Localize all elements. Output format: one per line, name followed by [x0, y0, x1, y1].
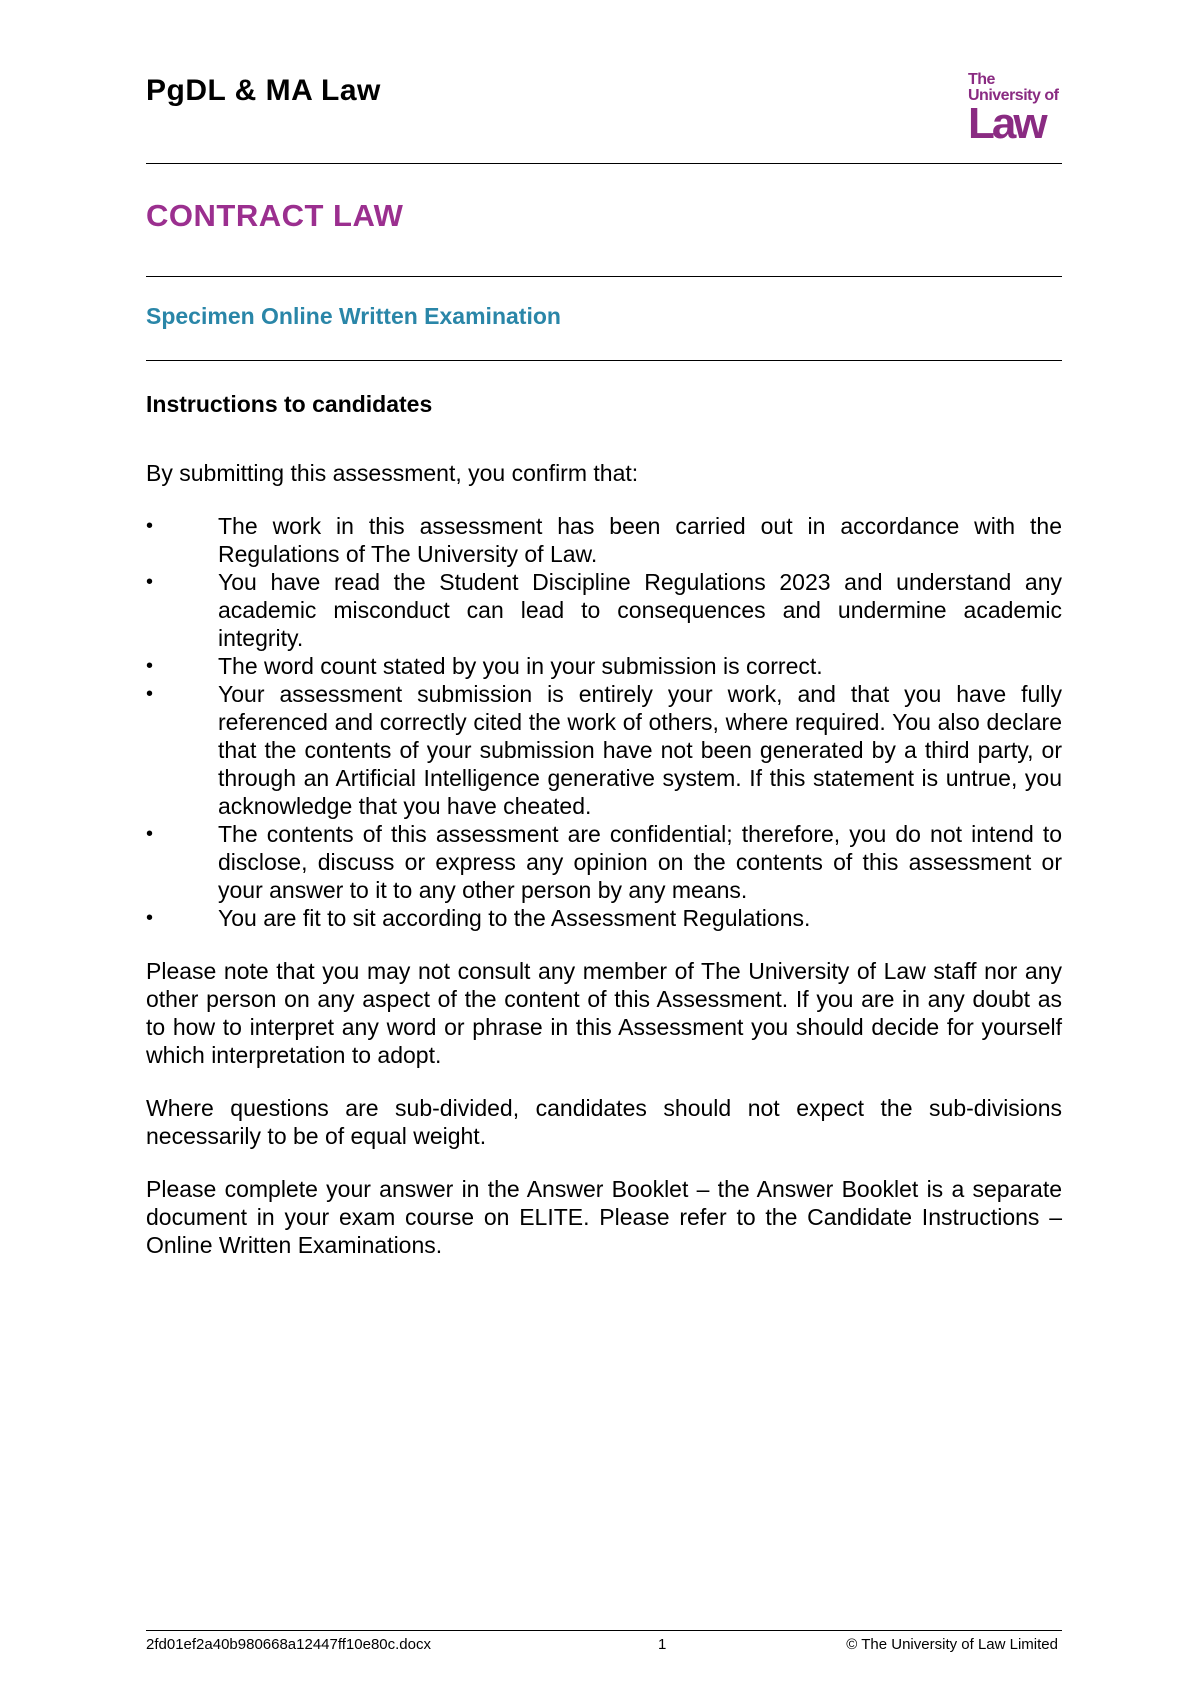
logo-line-university: University of [968, 87, 1059, 104]
list-item [146, 568, 1062, 652]
bullet-icon: • [146, 683, 154, 705]
list-item [146, 904, 1062, 932]
list-item [146, 680, 1062, 820]
instructions-intro: By submitting this assessment, you confirm that: [146, 460, 639, 486]
programme-title: PgDL & MA Law [146, 74, 381, 107]
divider [146, 163, 1062, 164]
bullet-icon: • [146, 515, 154, 537]
subdivision-paragraph: Where questions are sub-divided, candidates should not expect the sub-divisions necessarily to be of equal weight. [146, 1095, 1062, 1149]
list-item-text: Your assessment submission is entirely your work, and that you have fully referenced and correctly cited the work of others, where required. You also declare that the contents of your submission have not been generated by a third party, or through an Artificial Intelligence generative system. If this statement is untrue, you acknowledge that you have cheated. [218, 681, 1062, 819]
exam-type-title: Specimen Online Written Examination [146, 303, 561, 329]
list-item [146, 652, 1062, 680]
subject-title: CONTRACT LAW [146, 198, 404, 233]
footer-copyright: © The University of Law Limited [846, 1636, 1058, 1653]
list-item-text: You have read the Student Discipline Regulations 2023 and understand any academic misconduct can lead to consequences and undermine academic integrity. [218, 569, 1062, 651]
answer-booklet-paragraph: Please complete your answer in the Answer Booklet – the Answer Booklet is a separate document in your exam course on ELITE. Please refer to the Candidate Instructions – Online Written Examinations. [146, 1176, 1062, 1258]
document-page [146, 0, 1062, 1696]
consultation-paragraph: Please note that you may not consult any member of The University of Law staff nor any other person on any aspect of the content of this Assessment. If you are in any doubt as to how to interpret any word or phrase in this Assessment you should decide for yourself which interpretation to adopt. [146, 958, 1062, 1068]
bullet-icon: • [146, 655, 154, 677]
footer-filename: 2fd01ef2a40b980668a12447ff10e80c.docx [146, 1636, 431, 1653]
footer-divider [146, 1630, 1062, 1631]
bullet-icon: • [146, 823, 154, 845]
list-item-text: The contents of this assessment are confidential; therefore, you do not intend to disclose, discuss or express any opinion on the contents of this assessment or your answer to it to any other person by any means. [218, 821, 1062, 903]
divider [146, 360, 1062, 361]
list-item [146, 820, 1062, 904]
list-item-text: You are fit to sit according to the Assessment Regulations. [218, 905, 811, 931]
bullet-icon: • [146, 571, 154, 593]
page-footer [146, 1636, 1062, 1656]
logo-line-the: The [968, 71, 995, 88]
list-item [146, 512, 1062, 568]
logo-line-law: Law [968, 99, 1045, 148]
bullet-icon: • [146, 907, 154, 929]
footer-page-number: 1 [658, 1636, 667, 1653]
divider [146, 276, 1062, 277]
list-item-text: The word count stated by you in your submission is correct. [218, 653, 823, 679]
instructions-heading: Instructions to candidates [146, 391, 433, 417]
university-logo [968, 71, 1064, 148]
confirmation-list [146, 512, 1062, 932]
list-item-text: The work in this assessment has been carried out in accordance with the Regulations of The University of Law. [218, 513, 1062, 567]
